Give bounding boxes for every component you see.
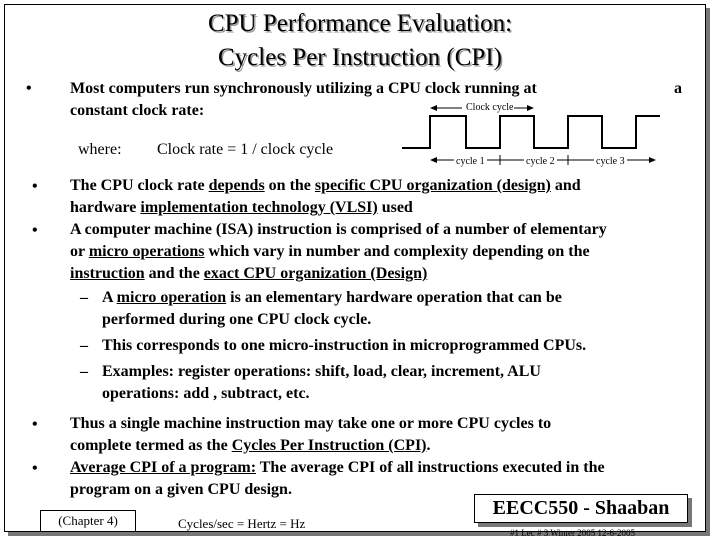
b3-line3: instruction and the exact CPU organization (Design) <box>70 265 428 282</box>
formula-where: where: <box>78 141 122 158</box>
slide-title-line2: Cycles Per Instruction (CPI) <box>218 44 502 71</box>
arrowhead-left <box>430 105 437 111</box>
arrowhead-cycles-right <box>649 157 656 163</box>
intro-line1-tail: a <box>674 80 682 97</box>
b5-line2: program on a given CPU design. <box>70 481 292 498</box>
b2-line1: The CPU clock rate depends on the specific CPU organization (design) and <box>70 177 581 194</box>
cycle-label-2: cycle 2 <box>526 156 555 167</box>
bullet-marker: • <box>32 416 38 433</box>
b5-line1: Average CPI of a program: The average CPI of all instructions executed in the <box>70 459 605 476</box>
bullet-marker: • <box>32 222 38 239</box>
bullet-marker: • <box>32 178 38 195</box>
course-badge: EECC550 - Shaaban <box>474 494 688 523</box>
cycle-label-1: cycle 1 <box>456 156 485 167</box>
formula-text: Clock rate = 1 / clock cycle <box>157 141 334 158</box>
b3-line2: or micro operations which vary in number and complexity depending on the <box>70 243 590 260</box>
dash-marker: – <box>80 337 88 354</box>
sub2-line1: This corresponds to one micro-instruction in microprogrammed CPUs. <box>102 337 587 354</box>
b4-line1: Thus a single machine instruction may take one or more CPU cycles to <box>70 415 552 432</box>
slide-title-line1: CPU Performance Evaluation: <box>207 10 513 37</box>
bullet-marker: • <box>26 80 32 97</box>
b3-line1: A computer machine (ISA) instruction is comprised of a number of elementary <box>70 221 607 238</box>
b4-line2: complete termed as the Cycles Per Instruction (CPI). <box>70 437 431 454</box>
b2-line2: hardware implementation technology (VLSI) used <box>70 199 413 216</box>
sub3-line1: Examples: register operations: shift, load, clear, increment, ALU <box>102 363 541 380</box>
clock-waveform <box>402 116 660 148</box>
intro-line1: Most computers run synchronously utilizing a CPU clock running at <box>70 80 537 97</box>
sub1-line2: performed during one CPU clock cycle. <box>102 311 372 328</box>
chapter-label: (Chapter 4) <box>40 510 136 532</box>
intro-line2: constant clock rate: <box>70 102 205 119</box>
hertz-note: Cycles/sec = Hertz = Hz <box>178 516 306 531</box>
sub1-line1: A micro operation is an elementary hardware operation that can be <box>102 289 562 306</box>
arrowhead-right <box>527 105 534 111</box>
arrowhead-cycles-left <box>430 157 437 163</box>
bullet-marker: • <box>32 460 38 477</box>
sub3-line2: operations: add , subtract, etc. <box>102 385 310 402</box>
dash-marker: – <box>80 363 88 380</box>
cycle-label-3: cycle 3 <box>596 156 625 167</box>
slide-footer-info: #1 Lec # 3 Winter 2005 12-6-2005 <box>510 528 635 538</box>
dash-marker: – <box>80 289 88 306</box>
clock-cycle-label: Clock cycle <box>466 102 514 113</box>
